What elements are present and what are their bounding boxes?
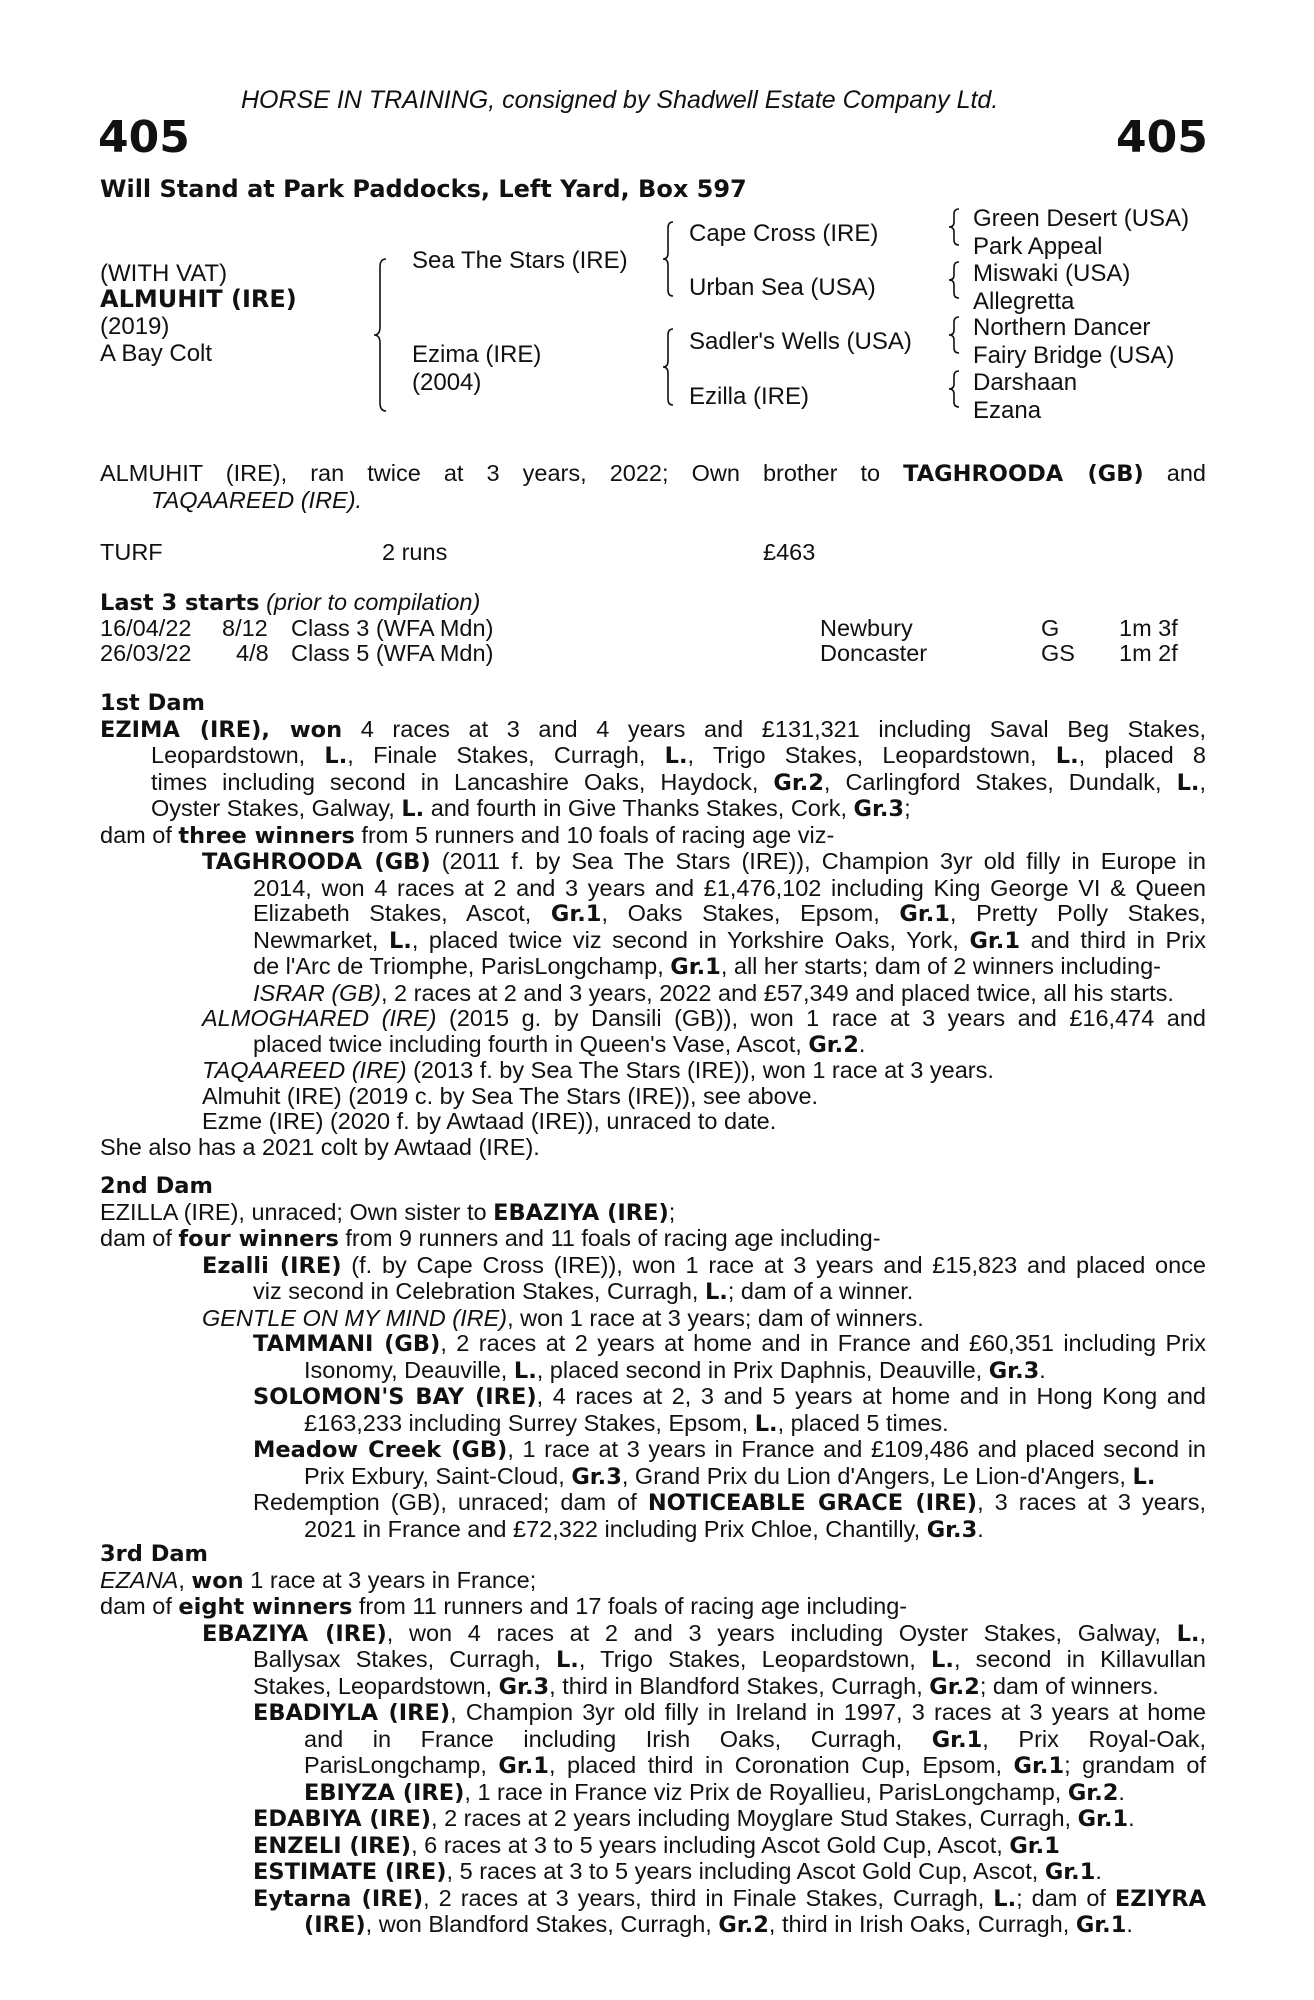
pedigree-g6: Fairy Bridge (USA) bbox=[973, 342, 1175, 369]
consignment-line: HORSE IN TRAINING, consigned by Shadwell Estate Company Ltd. bbox=[241, 86, 999, 114]
text: Newmarket, bbox=[253, 926, 389, 953]
text: , 2 races at 2 years including Moyglare Stud Stakes, Curragh, bbox=[431, 1805, 1078, 1831]
grade: Gr.2 bbox=[929, 1673, 980, 1700]
second-dam-line bbox=[100, 1226, 1206, 1253]
text: 2021 in France and £72,322 including Prix Chloe, Chantilly, bbox=[304, 1515, 927, 1542]
stable-location: Will Stand at Park Paddocks, Left Yard, Box 597 bbox=[100, 175, 747, 203]
first-dam-line bbox=[100, 823, 1206, 850]
grade: Gr.3 bbox=[926, 1516, 978, 1543]
progeny-line bbox=[100, 1306, 1206, 1332]
progeny-name: TAGHROODA (GB) bbox=[202, 849, 431, 875]
race-summary bbox=[100, 461, 1206, 513]
start-row-distance: 1m 3f bbox=[1119, 615, 1178, 641]
text: , placed twice viz second in Yorkshire Oaks, York, bbox=[411, 926, 970, 953]
text: from 9 runners and 11 foals of racing age including- bbox=[338, 1225, 881, 1251]
third-dam-line bbox=[100, 1594, 1206, 1621]
progeny-line bbox=[100, 1674, 1206, 1701]
text: ; bbox=[668, 1198, 676, 1225]
text: . bbox=[1128, 1805, 1135, 1831]
first-dam-heading: 1st Dam bbox=[100, 690, 205, 716]
text: , third in Irish Oaks, Curragh, bbox=[768, 1911, 1076, 1937]
text: (2011 f. by Sea The Stars (IRE)), Champion 3yr old filly in Europe in bbox=[430, 848, 1206, 874]
first-dam-section bbox=[100, 691, 1206, 1160]
progeny-name: ISRAR (GB) bbox=[253, 979, 381, 1006]
progeny-line bbox=[100, 1331, 1206, 1358]
progeny-name: ESTIMATE (IRE) bbox=[253, 1859, 447, 1885]
progeny-line bbox=[100, 1437, 1206, 1464]
text: Leopardstown, bbox=[151, 742, 325, 768]
text: , 1 race in France viz Prix de Royallieu, ParisLongchamp, bbox=[464, 1778, 1068, 1805]
grade: L. bbox=[754, 1410, 778, 1437]
text: (2015 g. by Dansili (GB)), won 1 race at 3 years and £16,474 and bbox=[436, 1005, 1206, 1031]
text: and fourth in Give Thanks Stakes, Cork, bbox=[424, 795, 854, 821]
text: , placed third in Coronation Cup, Epsom, bbox=[548, 1752, 1014, 1778]
grade: L. bbox=[931, 1647, 954, 1673]
progeny-name: NOTICEABLE GRACE (IRE) bbox=[647, 1490, 978, 1516]
pedigree-bracket-dam bbox=[661, 327, 679, 407]
grade: Gr.1 bbox=[1044, 1859, 1096, 1885]
won-label: won bbox=[191, 1567, 244, 1594]
text: placed twice including fourth in Queen's Vase, Ascot, bbox=[253, 1030, 809, 1057]
second-dam-heading: 2nd Dam bbox=[100, 1173, 213, 1199]
text: , 1 race at 3 years in France and £109,486 and placed second in bbox=[507, 1436, 1206, 1462]
pedigree-bracket-g2 bbox=[948, 260, 964, 300]
text: , 2 races at 2 years at home and in France and £60,351 including Prix bbox=[440, 1330, 1206, 1356]
progeny-line bbox=[100, 1621, 1206, 1648]
text: , Carlingford Stakes, Dundalk, bbox=[823, 768, 1177, 795]
grade: Gr.2 bbox=[773, 769, 824, 796]
progeny-line bbox=[100, 1490, 1206, 1517]
progeny-line bbox=[100, 1806, 1206, 1833]
winners-count: four winners bbox=[178, 1226, 339, 1252]
grade: L. bbox=[1055, 743, 1079, 769]
pedigree-sire-dam: Urban Sea (USA) bbox=[689, 274, 876, 301]
text: . bbox=[1126, 1911, 1133, 1937]
text: ParisLongchamp, bbox=[304, 1752, 499, 1778]
grade: Gr.1 bbox=[670, 954, 721, 980]
progeny-line bbox=[100, 954, 1206, 981]
last-starts-note: (prior to compilation) bbox=[259, 589, 481, 615]
text: and third in Prix bbox=[1020, 926, 1206, 953]
text: , all her starts; dam of 2 winners including- bbox=[720, 953, 1161, 979]
winners-count: eight winners bbox=[178, 1594, 353, 1620]
start-row-going: GS bbox=[1041, 640, 1075, 666]
grade: Gr.3 bbox=[571, 1463, 622, 1490]
text: and in France including Irish Oaks, Curragh, bbox=[304, 1725, 932, 1752]
grade: Gr.1 bbox=[550, 901, 602, 927]
progeny-line: 2014, won 4 races at 2 and 3 years and £1,476,102 including King George VI & Queen bbox=[253, 874, 1206, 901]
progeny-name: EBADIYLA (IRE) bbox=[253, 1700, 451, 1726]
text: dam of bbox=[100, 1593, 179, 1619]
text: ; grandam of bbox=[1064, 1752, 1206, 1778]
progeny-line bbox=[100, 1727, 1206, 1754]
grade: L. bbox=[1176, 769, 1200, 796]
text: , bbox=[1199, 768, 1206, 795]
text: , Pretty Polly Stakes, bbox=[949, 900, 1206, 926]
start-row-distance: 1m 2f bbox=[1119, 640, 1178, 666]
pedigree-g5: Northern Dancer bbox=[973, 314, 1151, 341]
winners-count: three winners bbox=[178, 822, 355, 849]
text: ; dam of a winner. bbox=[727, 1278, 914, 1304]
text: , 2 races at 2 and 3 years, 2022 and £57,349 and placed twice, all his starts. bbox=[380, 979, 1174, 1006]
progeny-name: TAQAAREED (IRE) bbox=[202, 1057, 407, 1083]
pedigree-bracket-g3 bbox=[948, 315, 964, 355]
text: (2013 f. by Sea The Stars (IRE)), won 1 race at 3 years. bbox=[406, 1057, 994, 1083]
text: ; dam of winners. bbox=[979, 1672, 1159, 1699]
text: ; dam of bbox=[1016, 1884, 1115, 1911]
third-dam-heading: 3rd Dam bbox=[100, 1541, 208, 1567]
text: , 6 races at 3 to 5 years including Ascot Gold Cup, Ascot, bbox=[411, 1831, 1010, 1858]
pedigree-g4: Allegretta bbox=[973, 288, 1075, 315]
lot-number-right: 405 bbox=[1116, 112, 1208, 163]
progeny-name: EBIYZA (IRE) bbox=[304, 1779, 465, 1806]
text: , Champion 3yr old filly in Ireland in 1997, 3 races at 3 years at home bbox=[450, 1699, 1206, 1725]
pedigree-g2: Park Appeal bbox=[973, 233, 1103, 260]
text: , won 1 race at 3 years; dam of winners. bbox=[507, 1304, 924, 1331]
text: times including second in Lancashire Oaks, Haydock, bbox=[151, 768, 774, 795]
progeny-line bbox=[100, 1032, 1206, 1059]
progeny-name: ALMOGHARED (IRE) bbox=[202, 1005, 437, 1031]
grade: Gr.2 bbox=[1067, 1779, 1119, 1806]
text: , bbox=[178, 1566, 192, 1593]
grade: Gr.3 bbox=[853, 796, 905, 822]
grade: L. bbox=[993, 1885, 1017, 1912]
text: , bbox=[1199, 1619, 1206, 1646]
grade: Gr.3 bbox=[498, 1673, 550, 1700]
pedigree-bracket-g4 bbox=[948, 369, 964, 409]
dam-name: EZIMA (IRE), won bbox=[100, 716, 343, 743]
first-dam-line bbox=[100, 796, 1206, 823]
text: 4 races at 3 and 4 years and £131,321 including Saval Beg Stakes, bbox=[342, 715, 1207, 742]
progeny-line bbox=[100, 1912, 1206, 1939]
text: , 5 races at 3 to 5 years including Ascot Gold Cup, Ascot, bbox=[446, 1858, 1045, 1884]
horse-name: ALMUHIT (IRE) bbox=[100, 285, 297, 313]
third-dam-section bbox=[100, 1542, 1206, 1939]
vat-note: (WITH VAT) bbox=[100, 260, 228, 287]
grade: L. bbox=[513, 1357, 537, 1384]
text: . bbox=[1095, 1858, 1102, 1884]
text: viz second in Celebration Stakes, Curragh, bbox=[253, 1278, 705, 1304]
text: , placed 8 bbox=[1078, 742, 1207, 768]
text: 1 race at 3 years in France; bbox=[243, 1566, 537, 1593]
grade: L. bbox=[664, 743, 688, 769]
text: Redemption (GB), unraced; dam of bbox=[253, 1489, 648, 1515]
text: , Trigo Stakes, Leopardstown, bbox=[578, 1646, 932, 1672]
progeny-line bbox=[100, 928, 1206, 955]
pedigree-sire: Sea The Stars (IRE) bbox=[412, 247, 628, 274]
text: £163,233 including Surrey Stakes, Epsom, bbox=[304, 1409, 755, 1436]
progeny-line bbox=[100, 1886, 1206, 1913]
last-starts-title: Last 3 starts bbox=[100, 590, 260, 616]
progeny-line bbox=[100, 1058, 1206, 1084]
grade: L. bbox=[555, 1647, 579, 1673]
text: Isonomy, Deauville, bbox=[304, 1356, 514, 1383]
start-row-course: Doncaster bbox=[820, 640, 928, 666]
pedigree-dam-dam: Ezilla (IRE) bbox=[689, 383, 810, 410]
pedigree-sire-sire: Cape Cross (IRE) bbox=[689, 220, 879, 247]
progeny-line bbox=[100, 1253, 1206, 1280]
start-row-race: Class 5 (WFA Mdn) bbox=[291, 640, 494, 666]
second-dam-line bbox=[100, 1200, 1206, 1227]
dam-name: EZANA bbox=[100, 1566, 179, 1593]
sibling-name: EBAZIYA (IRE) bbox=[493, 1199, 669, 1226]
grade: Gr.2 bbox=[808, 1031, 859, 1058]
progeny-line bbox=[100, 1859, 1206, 1886]
horse-description: A Bay Colt bbox=[100, 340, 213, 367]
progeny-line bbox=[100, 1833, 1206, 1860]
pedigree-g7: Darshaan bbox=[973, 369, 1078, 396]
grade: Gr.1 bbox=[1013, 1753, 1065, 1779]
progeny-line bbox=[100, 849, 1206, 876]
first-dam-line: She also has a 2021 colt by Awtaad (IRE). bbox=[100, 1133, 540, 1160]
grade: L. bbox=[324, 743, 348, 769]
text: . bbox=[977, 1515, 984, 1542]
text: , 3 races at 3 years, bbox=[977, 1489, 1207, 1515]
grade: Gr.1 bbox=[1009, 1832, 1060, 1859]
progeny-line bbox=[100, 1006, 1206, 1032]
text: , placed 5 times. bbox=[777, 1409, 949, 1436]
second-dam-section bbox=[100, 1174, 1206, 1543]
text: de l'Arc de Triomphe, ParisLongchamp, bbox=[253, 953, 671, 979]
pedigree-g1: Green Desert (USA) bbox=[973, 205, 1190, 232]
text: , Oaks Stakes, Epsom, bbox=[601, 900, 900, 926]
pedigree-bracket-main bbox=[372, 257, 392, 413]
text: . bbox=[858, 1030, 866, 1057]
grade: Gr.3 bbox=[988, 1357, 1040, 1384]
progeny-name: Meadow Creek (GB) bbox=[253, 1437, 508, 1463]
last-starts-heading bbox=[100, 590, 480, 617]
progeny-line bbox=[100, 1279, 1206, 1306]
text: , third in Blandford Stakes, Curragh, bbox=[549, 1672, 930, 1699]
text: ; bbox=[904, 795, 911, 821]
pedigree-bracket-g1 bbox=[948, 207, 964, 247]
progeny-name: SOLOMON'S BAY (IRE) bbox=[253, 1384, 537, 1410]
grade: Gr.1 bbox=[1077, 1806, 1129, 1832]
first-dam-line bbox=[100, 770, 1206, 797]
first-dam-line bbox=[100, 717, 1206, 744]
grade: Gr.1 bbox=[1075, 1912, 1127, 1938]
summary-sibling-name: TAGHROODA (GB) bbox=[903, 461, 1144, 487]
start-row-date: 16/04/22 bbox=[100, 615, 192, 641]
text: , placed second in Prix Daphnis, Deauville, bbox=[536, 1356, 989, 1383]
progeny-line bbox=[100, 1384, 1206, 1411]
text: , 4 races at 2, 3 and 5 years at home and in Hong Kong and bbox=[536, 1383, 1206, 1409]
grade: Gr.2 bbox=[718, 1912, 769, 1938]
text: , won 4 races at 2 and 3 years including Oyster Stakes, Galway, bbox=[386, 1619, 1177, 1646]
text: dam of bbox=[100, 1225, 179, 1251]
progeny-name: ENZELI (IRE) bbox=[253, 1832, 412, 1859]
progeny-line bbox=[100, 1647, 1206, 1674]
progeny-line bbox=[100, 1700, 1206, 1727]
grade: Gr.1 bbox=[931, 1726, 983, 1753]
grade: Gr.1 bbox=[969, 927, 1020, 954]
grade: Gr.1 bbox=[899, 901, 950, 927]
summary-text: ALMUHIT (IRE), ran twice at 3 years, 2022; Own brother to bbox=[100, 460, 904, 486]
grade: Gr.1 bbox=[498, 1753, 549, 1779]
text: dam of bbox=[100, 821, 179, 848]
progeny-name: (IRE) bbox=[304, 1912, 366, 1938]
pedigree-g8: Ezana bbox=[973, 397, 1042, 424]
progeny-name: Eytarna (IRE) bbox=[253, 1885, 424, 1912]
first-dam-line bbox=[100, 743, 1206, 770]
progeny-line bbox=[100, 1464, 1206, 1491]
grade: L. bbox=[1132, 1463, 1156, 1490]
lot-number-left: 405 bbox=[98, 112, 190, 163]
summary-line-1 bbox=[100, 461, 1206, 488]
grade: L. bbox=[704, 1279, 728, 1305]
text: . bbox=[1118, 1778, 1125, 1805]
progeny-line bbox=[100, 981, 1206, 1007]
grade: L. bbox=[388, 927, 412, 954]
start-row-course: Newbury bbox=[820, 615, 913, 641]
progeny-name: EDABIYA (IRE) bbox=[253, 1806, 432, 1832]
text: Elizabeth Stakes, Ascot, bbox=[253, 900, 551, 926]
text: from 11 runners and 17 foals of racing age including- bbox=[352, 1593, 908, 1619]
progeny-line bbox=[100, 1517, 1206, 1544]
start-row-position: 8/12 bbox=[222, 615, 268, 641]
pedigree-dam-sire: Sadler's Wells (USA) bbox=[689, 328, 912, 355]
record-surface: TURF bbox=[100, 539, 163, 565]
progeny-line bbox=[100, 1358, 1206, 1385]
text: , Finale Stakes, Curragh, bbox=[347, 742, 665, 768]
horse-year: (2019) bbox=[100, 313, 170, 340]
text: , won Blandford Stakes, Curragh, bbox=[365, 1911, 719, 1937]
start-row-going: G bbox=[1041, 615, 1060, 641]
text: from 5 runners and 10 foals of racing age viz- bbox=[354, 821, 835, 848]
pedigree-dam: Ezima (IRE) bbox=[412, 341, 542, 368]
start-row-position: 4/8 bbox=[236, 640, 269, 666]
progeny-name: GENTLE ON MY MIND (IRE) bbox=[202, 1304, 508, 1331]
progeny-name: TAMMANI (GB) bbox=[253, 1331, 441, 1357]
pedigree-dam-year: (2004) bbox=[412, 369, 482, 396]
text: Ballysax Stakes, Curragh, bbox=[253, 1646, 556, 1672]
pedigree-g3: Miswaki (USA) bbox=[973, 260, 1131, 287]
progeny-line: Almuhit (IRE) (2019 c. by Sea The Stars (IRE)), see above. bbox=[202, 1082, 819, 1109]
record-runs: 2 runs bbox=[382, 539, 448, 565]
text: Prix Exbury, Saint-Cloud, bbox=[304, 1462, 572, 1489]
progeny-line bbox=[100, 1411, 1206, 1438]
progeny-line: Ezme (IRE) (2020 f. by Awtaad (IRE)), unraced to date. bbox=[202, 1108, 777, 1134]
text: , Prix Royal-Oak, bbox=[982, 1725, 1206, 1752]
start-row-date: 26/03/22 bbox=[100, 640, 192, 666]
text: Oyster Stakes, Galway, bbox=[151, 795, 402, 821]
grade: L. bbox=[1176, 1620, 1200, 1647]
text: . bbox=[1039, 1356, 1046, 1383]
start-row-race: Class 3 (WFA Mdn) bbox=[291, 615, 494, 641]
progeny-line bbox=[100, 901, 1206, 928]
text: , second in Killavullan bbox=[953, 1646, 1206, 1672]
text: , Grand Prix du Lion d'Angers, Le Lion-d'Angers, bbox=[621, 1462, 1133, 1489]
text: (f. by Cape Cross (IRE)), won 1 race at 3 years and £15,823 and placed once bbox=[341, 1251, 1206, 1278]
progeny-name: EBAZIYA (IRE) bbox=[202, 1620, 387, 1647]
summary-and: and bbox=[1143, 460, 1206, 486]
progeny-name: Ezalli (IRE) bbox=[202, 1252, 342, 1279]
grade: L. bbox=[401, 796, 425, 822]
pedigree-bracket-sire bbox=[661, 220, 679, 298]
summary-line-2: TAQAAREED (IRE). bbox=[151, 486, 363, 513]
text: , Trigo Stakes, Leopardstown, bbox=[687, 742, 1056, 768]
text: EZILLA (IRE), unraced; Own sister to bbox=[100, 1198, 494, 1225]
progeny-line bbox=[100, 1780, 1206, 1807]
record-prize: £463 bbox=[763, 539, 816, 565]
progeny-line bbox=[100, 1753, 1206, 1780]
text: Stakes, Leopardstown, bbox=[253, 1672, 499, 1699]
text: , 2 races at 3 years, third in Finale Stakes, Curragh, bbox=[423, 1884, 994, 1911]
progeny-name: EZIYRA bbox=[1114, 1885, 1206, 1912]
third-dam-line bbox=[100, 1568, 1206, 1595]
